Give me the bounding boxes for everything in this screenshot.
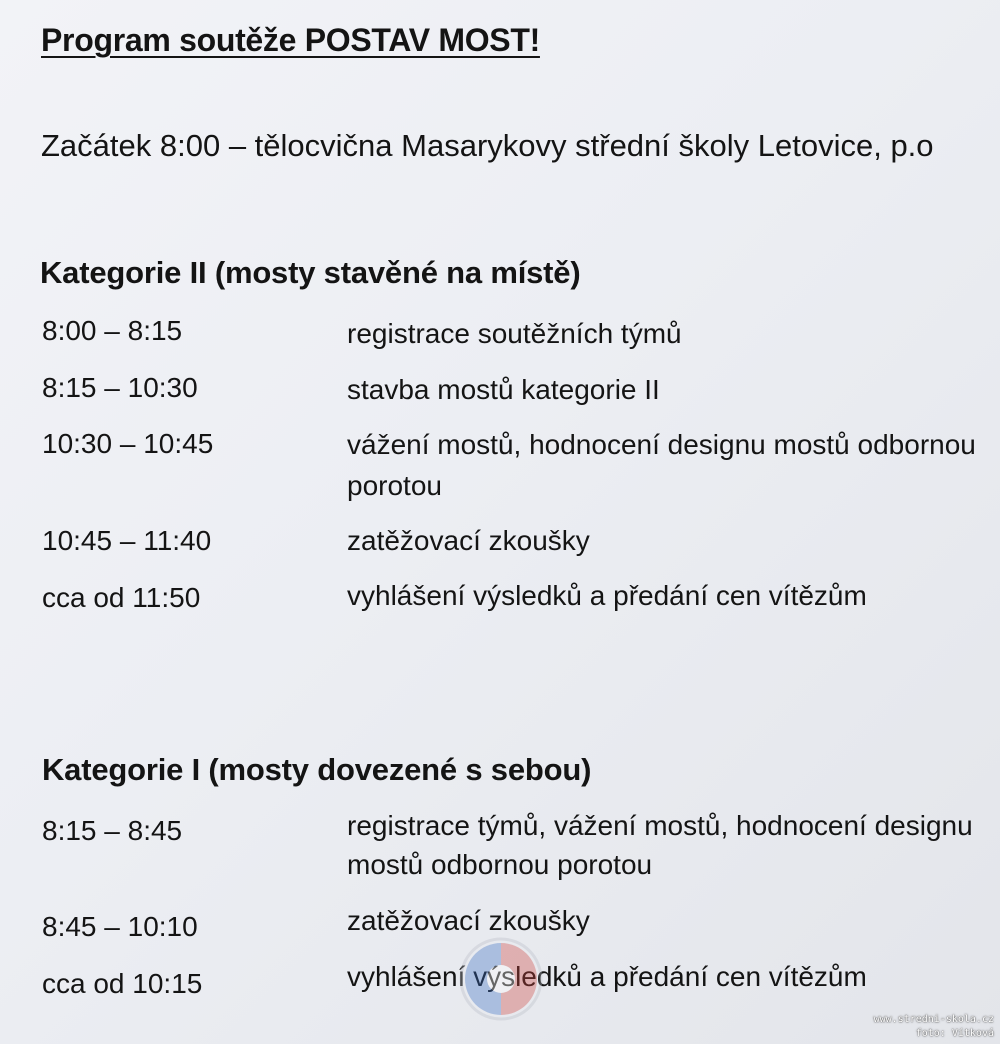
cat2-row-3-time: 10:30 – 10:45 bbox=[42, 428, 214, 459]
cat2-row-3-desc-line-1: vážení mostů, hodnocení designu mostů odbornou bbox=[347, 429, 976, 460]
cat2-row-5-time: cca od 11:50 bbox=[42, 582, 201, 613]
start-info: Začátek 8:00 – tělocvična Masarykovy střední školy Letovice, p.o bbox=[41, 128, 934, 163]
cat1-row-1-desc-line-2: mostů odbornou porotou bbox=[347, 849, 653, 880]
document-title: Program soutěže POSTAV MOST! bbox=[41, 22, 540, 58]
cat2-row-4-time: 10:45 – 11:40 bbox=[42, 525, 212, 556]
category-1-heading: Kategorie I (mosty dovezené s sebou) bbox=[42, 752, 592, 787]
cat1-row-1-desc-line-1: registrace týmů, vážení mostů, hodnocení designu bbox=[347, 810, 973, 841]
watermark-photo-credit: foto: Vítková bbox=[915, 1028, 994, 1039]
cat1-row-2-desc: zatěžovací zkoušky bbox=[347, 905, 590, 936]
category-2-heading: Kategorie II (mosty stavěné na místě) bbox=[40, 255, 581, 290]
cat1-row-1-time: 8:15 – 8:45 bbox=[42, 815, 183, 846]
cat2-row-4-desc: zatěžovací zkoušky bbox=[347, 525, 590, 556]
cat2-row-1-desc: registrace soutěžních týmů bbox=[347, 318, 682, 349]
watermark-site-text: www.stredni-skola.cz bbox=[873, 1014, 994, 1025]
cat2-row-5-desc: vyhlášení výsledků a předání cen vítězům bbox=[347, 580, 867, 611]
cat1-row-3-time: cca od 10:15 bbox=[42, 968, 203, 999]
watermark-logo-icon bbox=[455, 935, 547, 1023]
cat2-row-2-time: 8:15 – 10:30 bbox=[42, 372, 198, 403]
cat2-row-2-desc: stavba mostů kategorie II bbox=[347, 374, 660, 405]
cat1-row-2-time: 8:45 – 10:10 bbox=[42, 911, 198, 942]
cat2-row-1-time: 8:00 – 8:15 bbox=[42, 315, 183, 346]
cat1-row-3-desc: vyhlášení výsledků a předání cen vítězům bbox=[347, 961, 867, 992]
cat2-row-3-desc-line-2: porotou bbox=[347, 470, 442, 501]
